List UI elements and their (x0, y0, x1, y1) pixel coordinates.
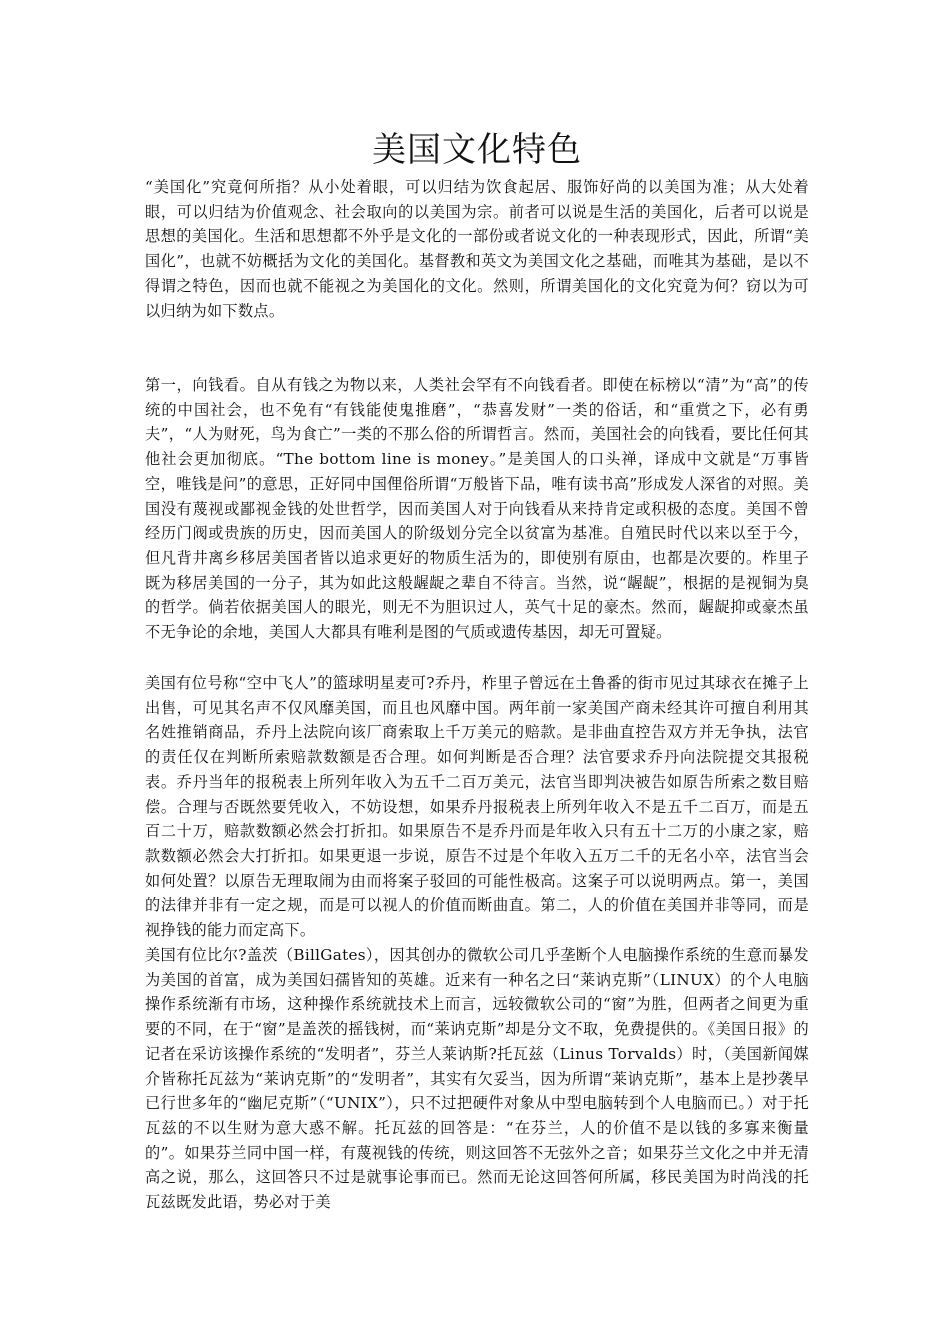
document-title: 美国文化特色 (372, 130, 582, 170)
paragraph-intro: “美国化”究竟何所指？从小处着眼，可以归结为饮食起居、服饰好尚的以美国为准；从大处着眼，可以归结为价值观念、社会取向的以美国为宗。前者可以说是生活的美国化，后者可以说是思想的美国化。生活和思想都不外乎是文化的一部份或者说文化的一种表现形式，因此，所谓“美国化”，也就不妨概括为文化的美国化。基督教和英文为美国文化之基础，而唯其为基础，是以不得谓之特色，因而也就不能视之为美国化的文化。然则，所谓美国化的文化究竟为何？窃以为可以归纳为如下数点。 (145, 178, 809, 320)
paragraph-money: 第一，向钱看。自从有钱之为物以来，人类社会罕有不向钱看者。即使在标榜以“清”为“高”的传统的中国社会，也不免有“有钱能使鬼推磨”，“恭喜发财”一类的俗话，和“重赏之下，必有勇夫”，“人为财死，鸟为食亡”一类的不那么俗的所谓哲言。然而，美国社会的向钱看，要比任何其他社会更加彻底。“The bottom line is money。”是美国人的口头禅，译成中文就是“万事皆空，唯钱是问”的意思，正好同中国俚俗所谓“万般皆下品，唯有读书高”形成发人深省的对照。美国没有蔑视或鄙视金钱的处世哲学，因而美国人对于向钱看从来持肯定或积极的态度。美国不曾经历门阀或贵族的历史，因而美国人的阶级划分完全以贫富为基准。自殖民时代以来以至于今，但凡背井离乡移居美国者皆以追求更好的物质生活为的，即使别有原由，也都是次要的。柞里子既为移居美国的一分子，其为如此这般龌龊之辈自不待言。当然，说“龌龊”，根据的是视铜为臭的哲学。倘若依据美国人的眼光，则无不为胆识过人，英气十足的豪杰。然而，龌龊抑或豪杰虽不无争论的余地，美国人大都具有唯利是图的气质或遗传基因，却无可置疑。 (145, 376, 809, 642)
paragraph-gates: 美国有位比尔?盖茨（BillGates），因其创办的微软公司几乎垄断个人电脑操作系统的生意而暴发为美国的首富，成为美国妇孺皆知的英雄。近来有一种名之曰“莱讷克斯”（LINUX）的个人电脑操作系统渐有市场，这种操作系统就技术上而言，远较微软公司的“窗”为胜，但两者之间更为重要的不同，在于“窗”是盖茨的摇钱树，而“莱讷克斯”却是分文不取，免费提供的。《美国日报》的记者在采访该操作系统的“发明者”，芬兰人莱讷斯?托瓦兹（Linus Torvalds）时，（美国新闻媒介皆称托瓦兹为“莱讷克斯”的“发明者”，其实有欠妥当，因为所谓“莱讷克斯”，基本上是抄袭早已行世多年的“幽尼克斯”（“UNIX”），只不过把硬件对象从中型电脑转到个人电脑而已。）对于托瓦兹的不以生财为意大惑不解。托瓦兹的回答是：“在芬兰，人的价值不是以钱的多寡来衡量的”。如果芬兰同中国一样，有蔑视钱的传统，则这回答不无弦外之音；如果芬兰文化之中并无清高之说，那么，这回答只不过是就事论事而已。然而无论这回答何所属，移民美国为时尚浅的托瓦兹既发此语，势必对于美 (145, 946, 809, 1212)
paragraph-jordan: 美国有位号称“空中飞人”的篮球明星麦可?乔丹，柞里子曾远在土鲁番的街市见过其球衣在摊子上出售，可见其名声不仅风靡美国，而且也风靡中国。两年前一家美国产商未经其许可擅自利用其名姓推销商品，乔丹上法院向该厂商索取上千万美元的赔款。是非曲直控告双方并无争执，法官的责任仅在判断所索赔款数额是否合理。如何判断是否合理？法官要求乔丹向法院提交其报税表。乔丹当年的报税表上所列年收入为五千二百万美元，法官当即判决被告如原告所索之数目赔偿。合理与否既然要凭收入，不妨设想，如果乔丹报税表上所列年收入不是五千二百万，而是五百二十万，赔款数额必然会打折扣。如果原告不是乔丹而是年收入只有五十二万的小康之家，赔款数额必然会大打折扣。如果更退一步说，原告不过是个年收入五万二千的无名小卒，法官当会如何处置？以原告无理取闹为由而将案子驳回的可能性极高。这案子可以说明两点。第一，美国的法律并非有一定之规，而是可以视人的价值而断曲直。第二，人的价值在美国并非等同，而是视挣钱的能力而定高下。 (145, 674, 809, 940)
